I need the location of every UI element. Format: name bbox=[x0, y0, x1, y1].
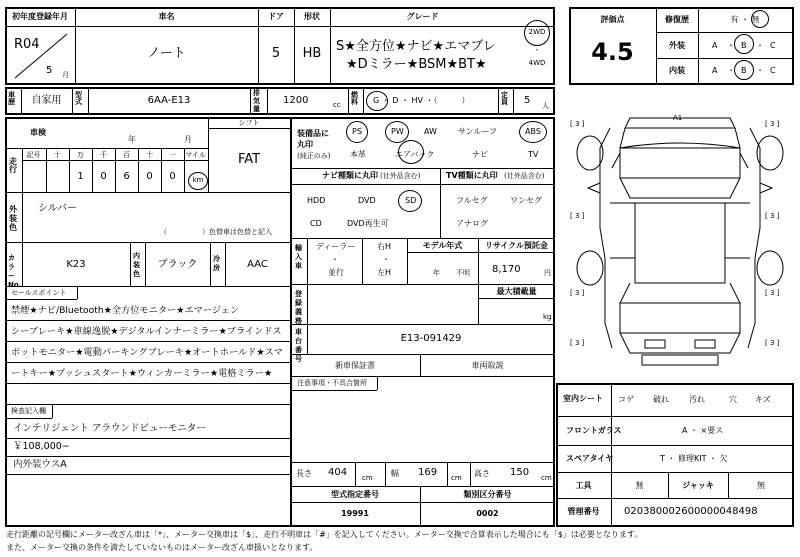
inspection-month-unit: 月 bbox=[184, 135, 192, 144]
car-diagram bbox=[560, 108, 800, 378]
ac: AAC bbox=[247, 259, 268, 270]
equipment-label: 装備品に丸印 bbox=[297, 129, 329, 149]
digit-header: 千 bbox=[100, 151, 107, 159]
interior-color-label: 内装色 bbox=[133, 252, 140, 278]
int-dot2: ・ bbox=[756, 66, 764, 75]
doors: 5 bbox=[271, 46, 281, 61]
car-name: ノート bbox=[147, 46, 186, 61]
diagram-a1-label: A1 bbox=[673, 114, 683, 122]
recycle-value: 8,170 bbox=[492, 264, 521, 275]
ext-dot1: ・ bbox=[727, 41, 735, 50]
bracket-lr: [ 3 ] bbox=[765, 289, 780, 297]
seat-ana: 穴 bbox=[729, 395, 737, 404]
repair-label: 修復歴 bbox=[665, 15, 689, 24]
int-grade-c: C bbox=[770, 66, 776, 75]
reg-year: R04 bbox=[14, 37, 40, 52]
digit-value: 6 bbox=[123, 171, 130, 182]
drive-dot: ・ bbox=[533, 46, 541, 54]
import-left-h: 左H bbox=[377, 268, 392, 277]
footer-line1: 走行距離の記号欄にメーター改ざん車は「*」、メーター交換車は「$」、走行不明車は「#」を記入してください。メーター交換で合算表示した場合にも「$」は必要となります。 bbox=[6, 530, 643, 539]
seat-koge: コゲ bbox=[618, 395, 634, 404]
displacement: 1200 bbox=[283, 95, 309, 106]
length-unit: cm bbox=[362, 474, 373, 482]
fuel-circle bbox=[366, 91, 388, 111]
navi-cd: CD bbox=[310, 219, 322, 228]
inspector-label: 検査記入欄 bbox=[11, 407, 46, 415]
import-parallel: 並行 bbox=[328, 268, 344, 277]
capacity-label: 定員 bbox=[501, 91, 508, 106]
repair-options: 有 ・ 無 bbox=[730, 15, 760, 24]
new-car-warranty: 新車保証書 bbox=[335, 361, 375, 370]
sales-point-line: ポットモニター★電動パーキングブレーキ★オートホールド★スマ bbox=[11, 347, 283, 358]
door-label: ドア bbox=[268, 12, 284, 21]
recycle-label: リサイクル預託金 bbox=[485, 241, 548, 250]
equip-pw-circle bbox=[385, 121, 409, 143]
equip-sunroof: サンルーフ bbox=[458, 127, 497, 136]
int-dot1: ・ bbox=[727, 66, 735, 75]
shape-label: 形状 bbox=[304, 12, 320, 21]
seat-label: 室内シート bbox=[563, 394, 603, 403]
sales-points-label: セールスポイント bbox=[11, 289, 67, 297]
inspector-line: 内外装ウスA bbox=[13, 459, 67, 470]
width-unit: cm bbox=[451, 474, 462, 482]
chassis-label: 車台番号 bbox=[295, 328, 302, 363]
bracket-tr: [ 3 ] bbox=[765, 120, 780, 128]
score-label: 評価点 bbox=[600, 15, 625, 24]
shape: HB bbox=[302, 46, 322, 61]
tools-value: 無 bbox=[635, 481, 644, 490]
equip-aw: AW bbox=[424, 127, 437, 136]
color-label: 外装色 bbox=[9, 205, 17, 232]
equip-airbag-circle bbox=[398, 140, 424, 164]
mileage-side-label: 走行 bbox=[9, 157, 17, 174]
score-value: 4.5 bbox=[591, 38, 634, 66]
tv-analog: アナログ bbox=[456, 219, 488, 228]
capacity: 5 bbox=[524, 95, 531, 106]
int-grade-b: B bbox=[741, 66, 747, 75]
navi-dvd-play: DVD再生可 bbox=[347, 219, 389, 228]
navi-sd-circle bbox=[398, 190, 422, 212]
recycle-unit: 円 bbox=[544, 269, 551, 277]
drive-4wd: 4WD bbox=[528, 59, 546, 67]
height: 150 bbox=[510, 467, 530, 478]
class-no: 0002 bbox=[476, 509, 499, 518]
length: 404 bbox=[328, 467, 348, 478]
navi-sd: SD bbox=[405, 196, 417, 205]
spare-options: T ・ 修理KIT ・ 欠 bbox=[660, 454, 728, 463]
glass-options: A ・ ×要ス bbox=[682, 426, 724, 435]
registration-label: 登録義務 bbox=[295, 290, 302, 325]
tv-oneseg: ワンセグ bbox=[510, 196, 542, 205]
mgmt-value: 020380002600000048498 bbox=[624, 506, 758, 517]
reg-month: 5 bbox=[46, 65, 53, 76]
reg-month-unit: 月 bbox=[62, 71, 69, 79]
drive-2wd: 2WD bbox=[528, 28, 546, 36]
mgmt-label: 管理番号 bbox=[567, 507, 600, 516]
tv-note: (社外品含む) bbox=[504, 172, 545, 180]
model: 6AA-E13 bbox=[147, 95, 191, 106]
ac-label: 冷房 bbox=[213, 255, 220, 272]
import-label: 輸入車 bbox=[295, 244, 302, 270]
usage-label: 車歴 bbox=[8, 91, 15, 106]
jack-value: 無 bbox=[757, 481, 765, 490]
equip-pw: PW bbox=[391, 127, 404, 136]
tv-label: TV種類に丸印 bbox=[446, 171, 498, 180]
exterior-label: 外装 bbox=[669, 41, 685, 50]
digit-value: 1 bbox=[77, 171, 84, 182]
navi-label: ナビ種類に丸印 bbox=[322, 171, 378, 180]
capacity-unit: 人 bbox=[542, 102, 549, 110]
max-load-label: 最大積載量 bbox=[496, 287, 537, 296]
color-value: シルバー bbox=[38, 203, 78, 214]
grade-line1: S★全方位★ナビ★エマブレ bbox=[336, 39, 496, 54]
interior-color: ブラック bbox=[157, 259, 198, 270]
import-dealer: ディーラー bbox=[316, 242, 356, 251]
height-unit: cm bbox=[541, 474, 552, 482]
navi-dvd: DVD bbox=[358, 196, 376, 205]
digit-value: 0 bbox=[169, 171, 176, 182]
max-load-unit: kg bbox=[543, 313, 552, 321]
equipment-sub-label: (純正のみ) bbox=[297, 152, 331, 160]
chassis: E13-091429 bbox=[400, 333, 462, 344]
seat-yogore: 汚れ bbox=[689, 395, 705, 404]
bracket-ll: [ 3 ] bbox=[570, 289, 585, 297]
equip-tv: TV bbox=[528, 150, 539, 159]
repair-circle bbox=[751, 10, 769, 28]
interior-circle bbox=[734, 60, 754, 80]
seat-yabure: 破れ bbox=[653, 395, 669, 404]
digit-value: 0 bbox=[146, 171, 153, 182]
equip-navi: ナビ bbox=[472, 150, 488, 159]
navi-note: (社外品含む) bbox=[380, 172, 421, 180]
bracket-br: [ 3 ] bbox=[765, 339, 780, 347]
sales-point-line: 禁煙★ナビ/Bluetooth★全方位モニター★エマージェン bbox=[11, 305, 240, 316]
bracket-mr: [ 3 ] bbox=[765, 212, 780, 220]
equip-ps-circle bbox=[346, 121, 368, 143]
displacement-unit: cc bbox=[333, 101, 341, 109]
ext-grade-a: A bbox=[712, 41, 718, 50]
import-right-h: 右H bbox=[377, 242, 392, 251]
digit-value: 0 bbox=[100, 171, 107, 182]
sales-point-line: シーブレーキ★車線逸脱★デジタルインナーミラー★ブラインドス bbox=[11, 326, 282, 337]
import-dot: ・ bbox=[331, 255, 339, 264]
height-label: 高さ bbox=[474, 469, 490, 478]
width: 169 bbox=[418, 467, 438, 478]
color-no: K23 bbox=[66, 259, 86, 270]
equip-abs-circle bbox=[519, 121, 547, 143]
model-year-value: 不明 bbox=[456, 269, 470, 277]
fuel-label: 燃料 bbox=[351, 91, 358, 106]
interior-label: 内装 bbox=[669, 66, 685, 75]
tv-fullseg: フルセグ bbox=[456, 196, 488, 205]
glass-label: フロントガラス bbox=[566, 426, 622, 435]
digit-header: 十 bbox=[146, 151, 153, 159]
shift-label: シフト bbox=[238, 119, 260, 127]
model-year-label: モデル年式 bbox=[422, 241, 463, 250]
usage: 自家用 bbox=[31, 95, 62, 106]
inspection-label: 車検 bbox=[30, 128, 46, 137]
type-no: 19991 bbox=[341, 509, 369, 518]
km-unit: km bbox=[192, 176, 204, 184]
class-no-label: 類別区分番号 bbox=[463, 490, 512, 499]
grade-line2: ★Dミラー★BSM★BT★ bbox=[346, 57, 487, 72]
footer-line2: また、メーター交換の条件を満たしていないものはメーター改ざん車扱いとなります。 bbox=[6, 543, 318, 552]
bracket-bl: [ 3 ] bbox=[570, 339, 585, 347]
digit-header: 記号 bbox=[26, 151, 41, 159]
model-label: 型式 bbox=[75, 91, 82, 106]
reg-year-label: 初年度登録年月 bbox=[12, 12, 68, 21]
digit-header: マイル bbox=[185, 151, 206, 159]
color-no-label: カラーNo. bbox=[8, 254, 22, 289]
tools-label: 工具 bbox=[575, 481, 592, 490]
digit-header: 百 bbox=[123, 151, 130, 159]
inspection-year-unit: 年 bbox=[128, 135, 136, 144]
equip-airbag: エアバック bbox=[395, 150, 435, 159]
ext-grade-b: B bbox=[741, 41, 747, 50]
seat-kizu: キズ bbox=[755, 395, 771, 404]
fuel-options: G ・ D ・ HV ・（ ） bbox=[373, 96, 470, 105]
digit-header: 一 bbox=[169, 151, 176, 159]
length-label: 長さ bbox=[296, 469, 312, 478]
width-label: 幅 bbox=[391, 469, 399, 478]
ext-dot2: ・ bbox=[756, 41, 764, 50]
equip-ps: PS bbox=[352, 127, 362, 136]
displacement-label: 排気量 bbox=[253, 89, 260, 113]
notes-label: 注意事項・不具合箇所 bbox=[297, 379, 367, 387]
import-dot2: ・ bbox=[382, 255, 390, 264]
manual: 車両取説 bbox=[471, 361, 504, 370]
inspector-line: インテリジェント アラウンドビューモニター bbox=[13, 423, 206, 434]
sales-point-line: ートキー★プッシュスタート★ウィンカーミラー★電格ミラー★ bbox=[11, 368, 273, 379]
jack-label: ジャッキ bbox=[682, 481, 714, 490]
type-no-label: 型式指定番号 bbox=[331, 490, 379, 499]
digit-header: 十 bbox=[54, 151, 61, 159]
ext-grade-c: C bbox=[770, 41, 776, 50]
bracket-tl: [ 3 ] bbox=[570, 120, 585, 128]
int-grade-a: A bbox=[712, 66, 718, 75]
digit-header: 万 bbox=[77, 151, 84, 159]
color-note: （ ）色替車は色替と記入 bbox=[160, 228, 272, 236]
spare-label: スペアタイヤ bbox=[566, 454, 614, 463]
bracket-ml: [ 3 ] bbox=[570, 212, 585, 220]
inspector-line: ￥108,000− bbox=[13, 441, 70, 452]
exterior-circle bbox=[734, 34, 754, 54]
model-year-unit: 年 bbox=[433, 269, 440, 277]
car-name-label: 車名 bbox=[158, 12, 175, 21]
grade-label: グレード bbox=[406, 12, 439, 21]
equip-abs: ABS bbox=[525, 127, 541, 136]
navi-hdd: HDD bbox=[307, 196, 326, 205]
shift: FAT bbox=[237, 152, 261, 167]
equip-leather: 本革 bbox=[350, 150, 366, 159]
